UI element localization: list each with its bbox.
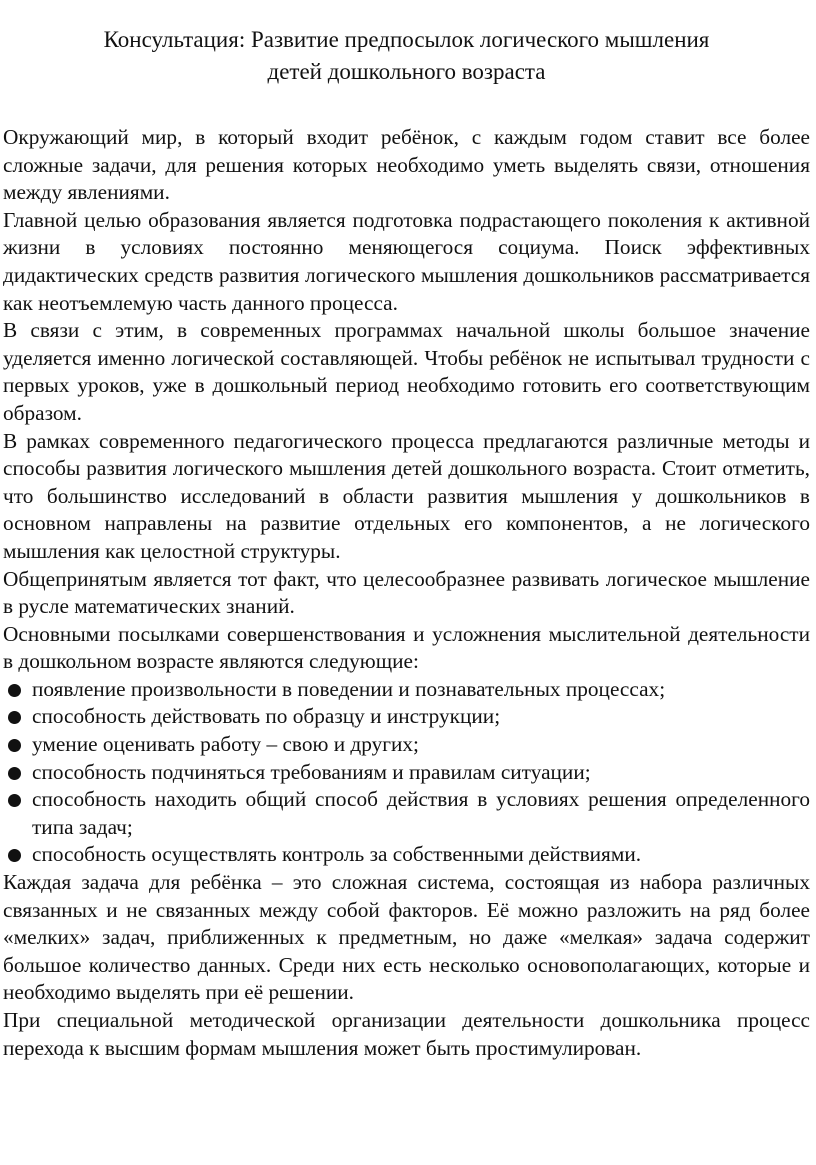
title-line-1: Консультация: Развитие предпосылок логического мышления [103,27,710,52]
paragraph-4: В рамках современного педагогического процесса предлагаются различные методы и способы развития логического мышления детей дошкольного возраста. Стоит отметить, что большинство исследований в области развития мышления у дошкольников в основном направлены на развитие отдельных его компонентов, а не логического мышления как целостной структуры. [3,428,810,563]
bullet-dot-icon [8,739,21,752]
list-item-text: способность осуществлять контроль за собственными действиями. [32,842,642,867]
body-text [3,124,810,1062]
list-item [3,841,810,869]
list-item-text: появление произвольности в поведении и познавательных процессах; [32,676,666,701]
document-title [3,24,810,88]
paragraph-1: Окружающий мир, в который входит ребёнок, с каждым годом ставит все более сложные задачи, для решения которых необходимо уметь выделять связи, отношения между явлениями. [3,125,810,205]
list-item [3,731,810,759]
bullet-dot-icon [8,711,21,724]
title-line-2: детей дошкольного возраста [267,59,546,84]
bullet-dot-icon [8,767,21,780]
list-item [3,786,810,841]
list-item [3,759,810,787]
list-item [3,676,810,704]
paragraph-7: Каждая задача для ребёнка – это сложная система, состоящая из набора различных связанных и не связанных между собой факторов. Её можно разложить на ряд более «мелких» задач, приближенных к предметным, но даже «мелкая» задача содержит большое количество данных. Среди них есть несколько основополагающих, которые и необходимо выделять при её решении. [3,870,810,1005]
paragraph-6: Основными посылками совершенствования и усложнения мыслительной деятельности в дошкольном возрасте являются следующие: [3,621,810,674]
paragraph-8: При специальной методической организации деятельности дошкольника процесс перехода к высшим формам мышления может быть простимулирован. [3,1008,810,1060]
bullet-dot-icon [8,794,21,807]
list-item-text: умение оценивать работу – свою и других; [32,732,419,757]
list-item-text: способность действовать по образцу и инструкции; [32,704,501,729]
bullet-dot-icon [8,684,21,697]
bullet-dot-icon [8,849,21,862]
paragraph-2: Главной целью образования является подготовка подрастающего поколения к активной жизни в условиях постоянно меняющегося социума. Поиск эффективных дидактических средств развития логического мышления дошкольников рассматривается как неотъемлемую часть данного процесса. [3,207,810,315]
bullet-list [3,676,810,869]
list-item [3,703,810,731]
list-item-text: способность находить общий способ действия в условиях решения определенного типа задач; [32,787,810,839]
paragraph-3: В связи с этим, в современных программах начальной школы большое значение уделяется именно логической составляющей. Чтобы ребёнок не испытывал трудности с первых уроков, уже в дошкольный период необходимо готовить его соответствующим образом. [3,318,810,425]
list-item-text: способность подчиняться требованиям и правилам ситуации; [32,759,591,784]
paragraph-5: Общепринятым является тот факт, что целесообразнее развивать логическое мышление в русле математических знаний. [3,566,810,619]
